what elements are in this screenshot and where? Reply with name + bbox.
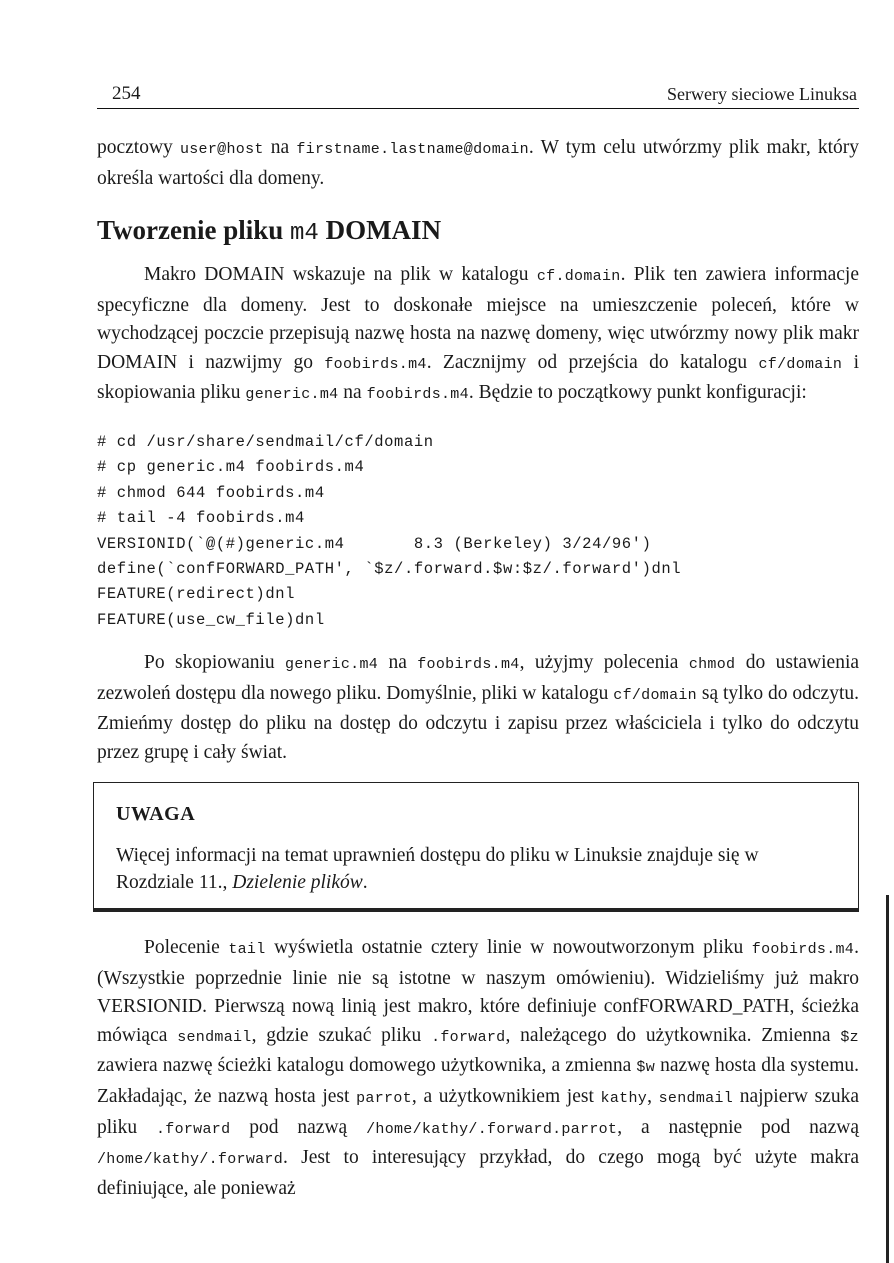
code-listing	[97, 430, 681, 633]
code-line: # chmod 644 foobirds.m4	[97, 483, 325, 502]
paragraph-3: Polecenie tail wyświetla ostatnie cztery linie w nowoutworzonym pliku foobirds.m4. (Wszystkie poprzednie linie nie są istotne w naszym omówieniu). Widzieliśmy już makro VERSIONID. Pierwszą nową linią jest makro, które definiuje confFORWARD_PATH, ścieżka mówiąca sendmail, gdzie szukać pliku .forward, należącego do użytkownika. Zmienna $z zawiera nazwę ścieżki katalogu domowego użytkownika, a zmienna $w nazwę hosta dla systemu. Zakładając, że nazwą hosta jest parrot, a użytkownikiem jest kathy, sendmail najpierw szuka pliku .forward pod nazwą /home/kathy/.forward.parrot, a następnie pod nazwą /home/kathy/.forward. Jest to interesujący przykład, do czego mogą być użyte makra definiujące, ale ponieważ	[97, 937, 859, 1199]
note-body: Więcej informacji na temat uprawnień dostępu do pliku w Linuksie znajduje się w Rozdziale 11., Dzielenie plików.	[116, 845, 759, 893]
page-number: 254	[112, 83, 141, 104]
scan-edge-line	[886, 895, 889, 1263]
code-line: FEATURE(use_cw_file)dnl	[97, 610, 325, 629]
code-line: VERSIONID(`@(#)generic.m4 8.3 (Berkeley) 3/24/96')	[97, 534, 652, 553]
page-header	[97, 78, 859, 109]
code-line: # tail -4 foobirds.m4	[97, 509, 305, 528]
code-line: # cd /usr/share/sendmail/cf/domain	[97, 433, 434, 451]
section-heading: Tworzenie pliku m4 DOMAIN	[97, 215, 442, 247]
code-line: # cp generic.m4 foobirds.m4	[97, 458, 365, 477]
code-line: FEATURE(redirect)dnl	[97, 585, 296, 604]
note-box	[93, 782, 859, 912]
chapter-reference: Dzielenie plików	[232, 872, 363, 893]
running-head: Serwery sieciowe Linuksa	[667, 84, 857, 104]
paragraph-1: Makro DOMAIN wskazuje na plik w katalogu cf.domain. Plik ten zawiera informacje specyficzne dla domeny. Jest to doskonałe miejsce na umieszczenie poleceń, które w wychodzącej poczcie przepisują nazwę hosta na nazwę domeny, więc utwórzmy nowy plik makr DOMAIN i nazwijmy go foobirds.m4. Zacznijmy od przejścia do katalogu cf/domain i skopiowania pliku generic.m4 na foobirds.m4. Będzie to początkowy punkt konfiguracji:	[97, 264, 859, 404]
intro-paragraph: pocztowy user@host na firstname.lastname@domain. W tym celu utwórzmy plik makr, który określa wartości dla domeny.	[97, 137, 859, 189]
code-line: define(`confFORWARD_PATH', `$z/.forward.$w:$z/.forward')dnl	[97, 560, 682, 579]
paragraph-2: Po skopiowaniu generic.m4 na foobirds.m4, użyjmy polecenia chmod do ustawienia zezwoleń dostępu dla nowego pliku. Domyślnie, pliki w katalogu cf/domain są tylko do odczytu. Zmieńmy dostęp do pliku na dostęp do odczytu i zapisu przez właściciela i tylko do odczytu przez grupę i cały świat.	[97, 652, 860, 763]
note-title: UWAGA	[116, 803, 196, 825]
